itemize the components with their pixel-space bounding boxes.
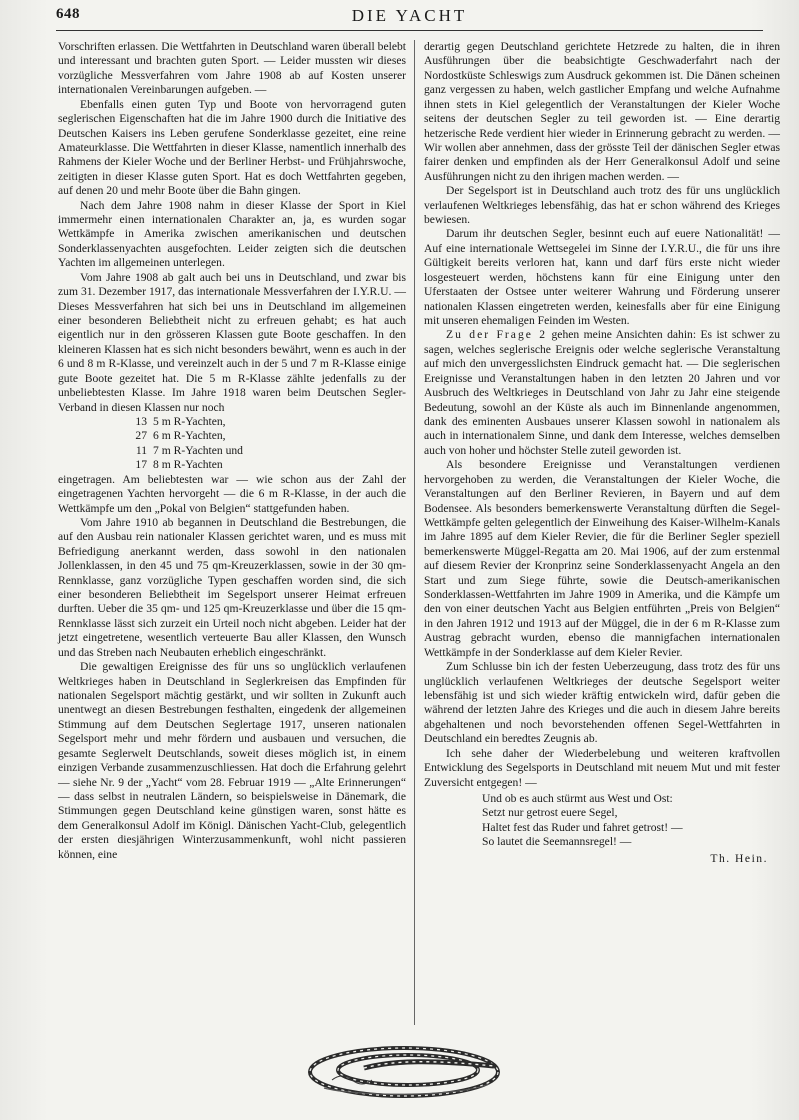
paragraph: Zum Schlusse bin ich der festen Ueberzeugung, dass trotz des für uns unglücklich verlaufenen Weltkrieges der deutsche Segelsport weiter lebensfähig ist und sich wieder kräftig entwickeln wird, dafür geben die während der letzten Jahre des Krieges und die auch in diesem Jahre bereits abgehaltenen und noch bevorstehenden offenen Segel-Wettfahrten in Deutschland ein beredtes Zeugnis ab. — [424, 660, 780, 746]
paragraph: Vom Jahre 1908 ab galt auch bei uns in Deutschland, und zwar bis zum 31. Dezember 1917, das internationale Messverfahren der I.Y.R.U. — Dieses Messverfahren hat sich bei uns in Deutschland im allgemeinen einer besonderen Beliebtheit nicht zu erfreuen gehabt; es hat auch eigentlich nur in den grösseren Klassen gute Boote geschaffen. In den kleineren Klassen hat es sich nicht besonders bewährt, wenn es auch in der 6 und 8 m R-Klasse, und vereinzelt auch in der 5 und 7 m R-Klasse einige gute Boote gezeitet hat. Die 5 m R-Klasse zählte jedenfalls zu der unbeliebtesten Klasse. Im Jahre 1918 waren beim Deutschen Segler-Verband in diesen Klassen nur noch — [58, 270, 406, 414]
paragraph: Die gewaltigen Ereignisse des für uns so unglücklich verlaufenen Weltkrieges haben in Deutschland in Seglerkreisen das Empfinden für nationalen Segelsport mächtig gestärkt, und wir sollten in Zukunft auch unentwegt an diesen Bestrebungen festhalten, eingedenk der allgemeinen Stimmung auf dem Deutschen Seglertage 1917, unseren nationalen Segelsport mehr und mehr fördern und ausbauen und versuchen, die gesamte Seglerwelt Deutschlands, soweit dieses möglich ist, in einem einzigen Verbande zusammenzuschliessen. Hat doch die Erfahrung gelehrt — siehe Nr. 9 der „Yacht“ vom 28. Februar 1919 — „Alte Erinnerungen“ — dass selbst in neutralen Ländern, so beispielsweise in Dänemark, die Stimmungen gegen Deutschland keine günstigen waren, sonst hätte es dem Generalkonsul Adolf im Königl. Dänischen Yacht-Club, gelegentlich der ersten diesjährigen Winterzusammenkunft, wohl nicht passieren können, eine — [58, 660, 406, 861]
header-rule — [56, 30, 763, 31]
paragraph: derartig gegen Deutschland gerichtete Hetzrede zu halten, die in ihren Ausführungen über die beabsichtigte Geschwaderfahrt nach der Nordostküste Schleswigs zum Ausdruck gekommen ist. Die Dänen scheinen ganz vergessen zu haben, welch gastlicher Empfang und welche Aufnahme ihnen stets in Kiel gelegentlich der Veranstaltungen der Kieler Woche seitens der deutschen Segler zu teil geworden ist. — Eine derartig hetzerische Rede verdient hier wieder in Erinnerung gebracht zu werden. — Wir wollen aber annehmen, dass der grösste Teil der dänischen Segler etwas fairer denken und empfinden als der Herr Generalkonsul Adolf und seine Ausführungen nicht zu den ihrigen machen werden. — — [424, 40, 780, 183]
left-column — [58, 40, 406, 862]
page-header — [56, 6, 763, 28]
yacht-count-list — [58, 415, 406, 473]
right-column — [424, 40, 780, 866]
running-title: DIE YACHT — [351, 6, 468, 25]
column-divider — [414, 40, 415, 1025]
poem-line: Haltet fest das Ruder und fahret getrost! — — [482, 820, 683, 834]
list-count: 13 — [135, 414, 147, 428]
list-item — [58, 415, 406, 429]
list-count: 11 — [135, 443, 147, 457]
paragraph: Vorschriften erlassen. Die Wettfahrten in Deutschland waren überall belebt und interessant und brachten guten Sport. — Leider mussten wir dieses vorzügliche Messverfahren vom Jahre 1908 ab auf Kosten unserer internationalen Vereinbarungen aufgeben. — — [58, 40, 406, 97]
list-text: 7 m R-Yachten und — [153, 443, 243, 457]
paragraph: Vom Jahre 1910 ab begannen in Deutschland die Bestrebungen, die auf den Ausbau rein nationaler Klassen gerichtet waren, und es muss mit Befriedigung anerkannt werden, dass sowohl in den nationalen Jollenklassen, in den 45 und 75 qm-Kreuzerklassen, sowie in der 30 qm-Rennklasse, ganz vorzügliche Typen geschaffen worden sind, die sich einer besonderen Beliebtheit im Segelsport unserer Heimat erfreuen durften. Ueber die 35 qm- und 125 qm-Kreuzerklasse und über die 15 qm-Rennklasse lässt sich zurzeit ein Urteil noch nicht abgeben. Leider hat der jetzt eingetretene, wesentlich verteuerte Bau aller Klassen, den Wunsch und das Streben nach Neubauten erheblich eingeschränkt. — [58, 515, 406, 659]
list-text: 6 m R-Yachten, — [153, 429, 226, 443]
poem-line: Setzt nur getrost euere Segel, — [482, 806, 618, 820]
paragraph: Nach dem Jahre 1908 nahm in dieser Klasse der Sport in Kiel immermehr einen internationalen Charakter an, ja, es wurden sogar Wettkämpfe in Amerika zwischen amerikanischen und deutschen Sonderklassenyachten ausgefochten. Leider zeigten sich die deutschen Yachten im allgemeinen unterlegen. — [58, 198, 406, 270]
list-count: 17 — [135, 458, 147, 472]
paragraph: Darum ihr deutschen Segler, besinnt euch auf euere Nationalität! — Auf eine internationale Wettsegelei im Sinne der I.Y.R.U., die für uns ihre Gültigkeit bereits verloren hat, kann und darf fürs erste nicht wieder losgesteuert werden, höchstens kann für eine Einigung unter den Uferstaaten der Ostsee unter weiterer Wahrung und Förderung unserer nationalen Klassen eingetreten werden, keinesfalls aber für eine Einigung mit unseren ehemaligen Feinden im Westen. — [424, 227, 780, 328]
list-item — [58, 429, 406, 443]
poem-line: Und ob es auch stürmt aus West und Ost: — [482, 791, 673, 805]
paragraph — [424, 328, 780, 458]
coiled-rope-icon — [304, 1040, 504, 1102]
list-text: 8 m R-Yachten — [153, 458, 223, 472]
author-signature: Th. Hein. — [710, 851, 768, 865]
paragraph: Als besondere Ereignisse und Veranstaltungen verdienen hervorgehoben zu werden, die Veranstaltungen der Kieler Woche, die Veranstaltungen auf den Berliner Revieren, in Bayern und auf dem Bodensee. Als besonders bemerkenswerte Veranstaltung dürften die Segel-Wettkämpfe gelten gelegentlich der Einweihung des Kaiser-Wilhelm-Kanals im Jahre 1895 auf dem Kieler Revier, die für die Berliner Segler speziell bemerkenswerte Müggel-Regatta am 20. Mai 1906, auf der zum erstenmal auf diesem Revier der Kronprinz seine Sonderklassenyacht Angela an den Start und zum Siege führte, sowie die Deutsch-amerikanischen Sonderklassen-Wettfahrten im Jahre 1909 in Amerika, und die Kämpfe um den von einer deutschen Yacht aus Belgien entführten „Preis von Belgien“ in den Jahren 1912 und 1913 auf der Müggel, die in der 6 m R-Klasse zum Austrag gebracht wurden, ebenso die mannigfachen internationalen Wettkämpfe in der Sonderklasse auf dem Kieler Revier. — [424, 458, 780, 659]
page-number: 648 — [56, 6, 80, 22]
paragraph: eingetragen. Am beliebtesten war — wie schon aus der Zahl der eingetragenen Yachten hervorgeht — die 6 m R-Klasse, in der auch die Wettkämpfe um den „Pokal von Belgien“ stattgefunden haben. — [58, 472, 406, 515]
poem-line: So lautet die Seemannsregel! — — [482, 835, 632, 849]
paragraph: Ebenfalls einen guten Typ und Boote von hervorragend guten seglerischen Eigenschaften hat die im Jahre 1900 durch die Initiative des Deutschen Kaisers ins Leben gerufene Sonderklasse gezeitet, eine reine Amateurklasse. Die Wettfahrten in dieser Klasse, namentlich innerhalb des Rahmens der Kieler Woche und der Berliner Herbst- und Frühjahrswoche, zeitigten in dieser Klasse guten Sport. Hat es doch Wettfahrten gegeben, auf denen 20 und mehr Boote über die Bahn gingen. — [58, 97, 406, 198]
paragraph: Ich sehe daher der Wiederbelebung und weiteren kraftvollen Entwicklung des Segelsports in Deutschland mit neuem Mut und mit fester Zuversicht entgegen! — — [424, 746, 780, 789]
list-text: 5 m R-Yachten, — [153, 414, 226, 428]
paragraph: Der Segelsport ist in Deutschland auch trotz des für uns unglücklich verlaufenen Weltkrieges lebensfähig, das hat er schon während des Krieges bewiesen. — [424, 184, 780, 227]
paragraph-text: gehen meine Ansichten dahin: Es ist schwer zu sagen, welches seglerische Ereignis oder welche seglerische Veranstaltung auf mich den unvergesslichsten Eindruck gemacht hat. — Die seglerischen Ereignisse und Veranstaltungen haben in den letzten 20 Jahren und vor Ausbruch des Weltkrieges in Deutschland von Jahr zu Jahr eine steigende Bedeutung, sowohl an der Küste als auch im Binnenlande angenommen, dank des eminenten Ausbaues unserer Klassen sowohl in nationalem als auch in internationalem Sinne, und dank dem Interesse, welches demselben auch von hoher und höchster Stelle zuteil geworden ist. — [424, 328, 780, 457]
list-item — [58, 444, 406, 458]
poem — [482, 792, 780, 850]
list-count: 27 — [135, 429, 147, 443]
question-lead: Zu der Frage 2 — [446, 328, 548, 342]
list-item — [58, 458, 406, 472]
